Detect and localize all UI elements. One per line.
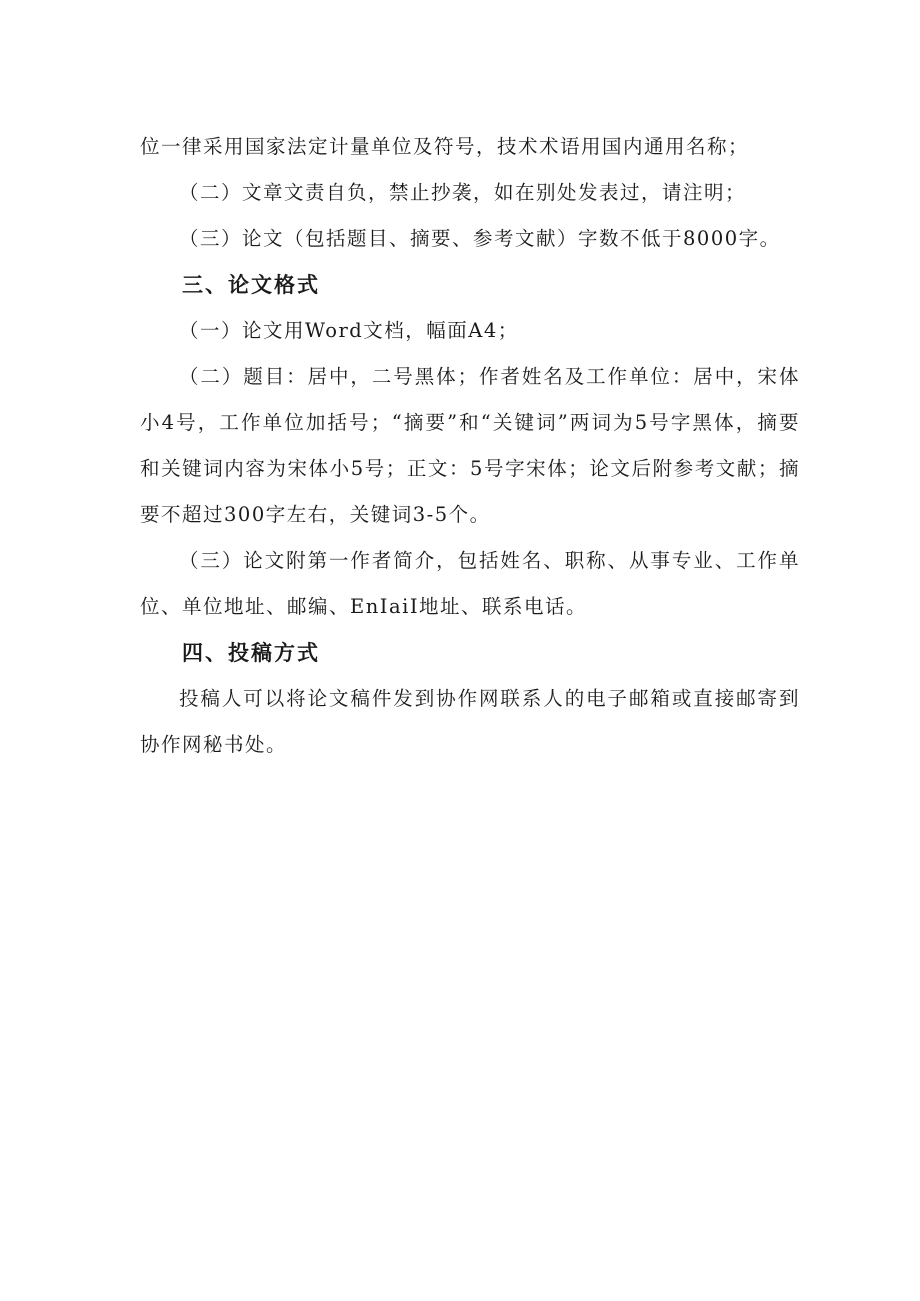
section-heading-format: 三、论文格式 bbox=[182, 273, 320, 297]
paragraph-units-terminology: 位一律采用国家法定计量单位及符号，技术术语用国内通用名称； bbox=[140, 135, 750, 158]
section-heading-submission: 四、投稿方式 bbox=[182, 641, 320, 665]
document-body bbox=[140, 124, 800, 768]
paragraph-responsibility: （二）文章文责自负，禁止抄袭，如在别处发表过，请注明； bbox=[179, 181, 747, 204]
paragraph-title-format: （二）题目：居中，二号黑体；作者姓名及工作单位：居中，宋体小4号，工作单位加括号；“摘要”和“关键词”两词为5号字黑体，摘要和关键词内容为宋体小5号；正文：5号字宋体；论文后附参考文献；摘要不超过300字左右，关键词3-5个。 bbox=[140, 365, 800, 526]
paragraph-word-count: （三）论文（包括题目、摘要、参考文献）字数不低于8000字。 bbox=[179, 227, 781, 250]
paragraph-word-document: （一）论文用Word文档，幅面A4； bbox=[179, 319, 519, 342]
paragraph-author-bio: （三）论文附第一作者简介，包括姓名、职称、从事专业、工作单位、单位地址、邮编、EnIaiI地址、联系电话。 bbox=[140, 549, 800, 618]
paragraph-submission-method: 投稿人可以将论文稿件发到协作网联系人的电子邮箱或直接邮寄到协作网秘书处。 bbox=[140, 687, 800, 756]
